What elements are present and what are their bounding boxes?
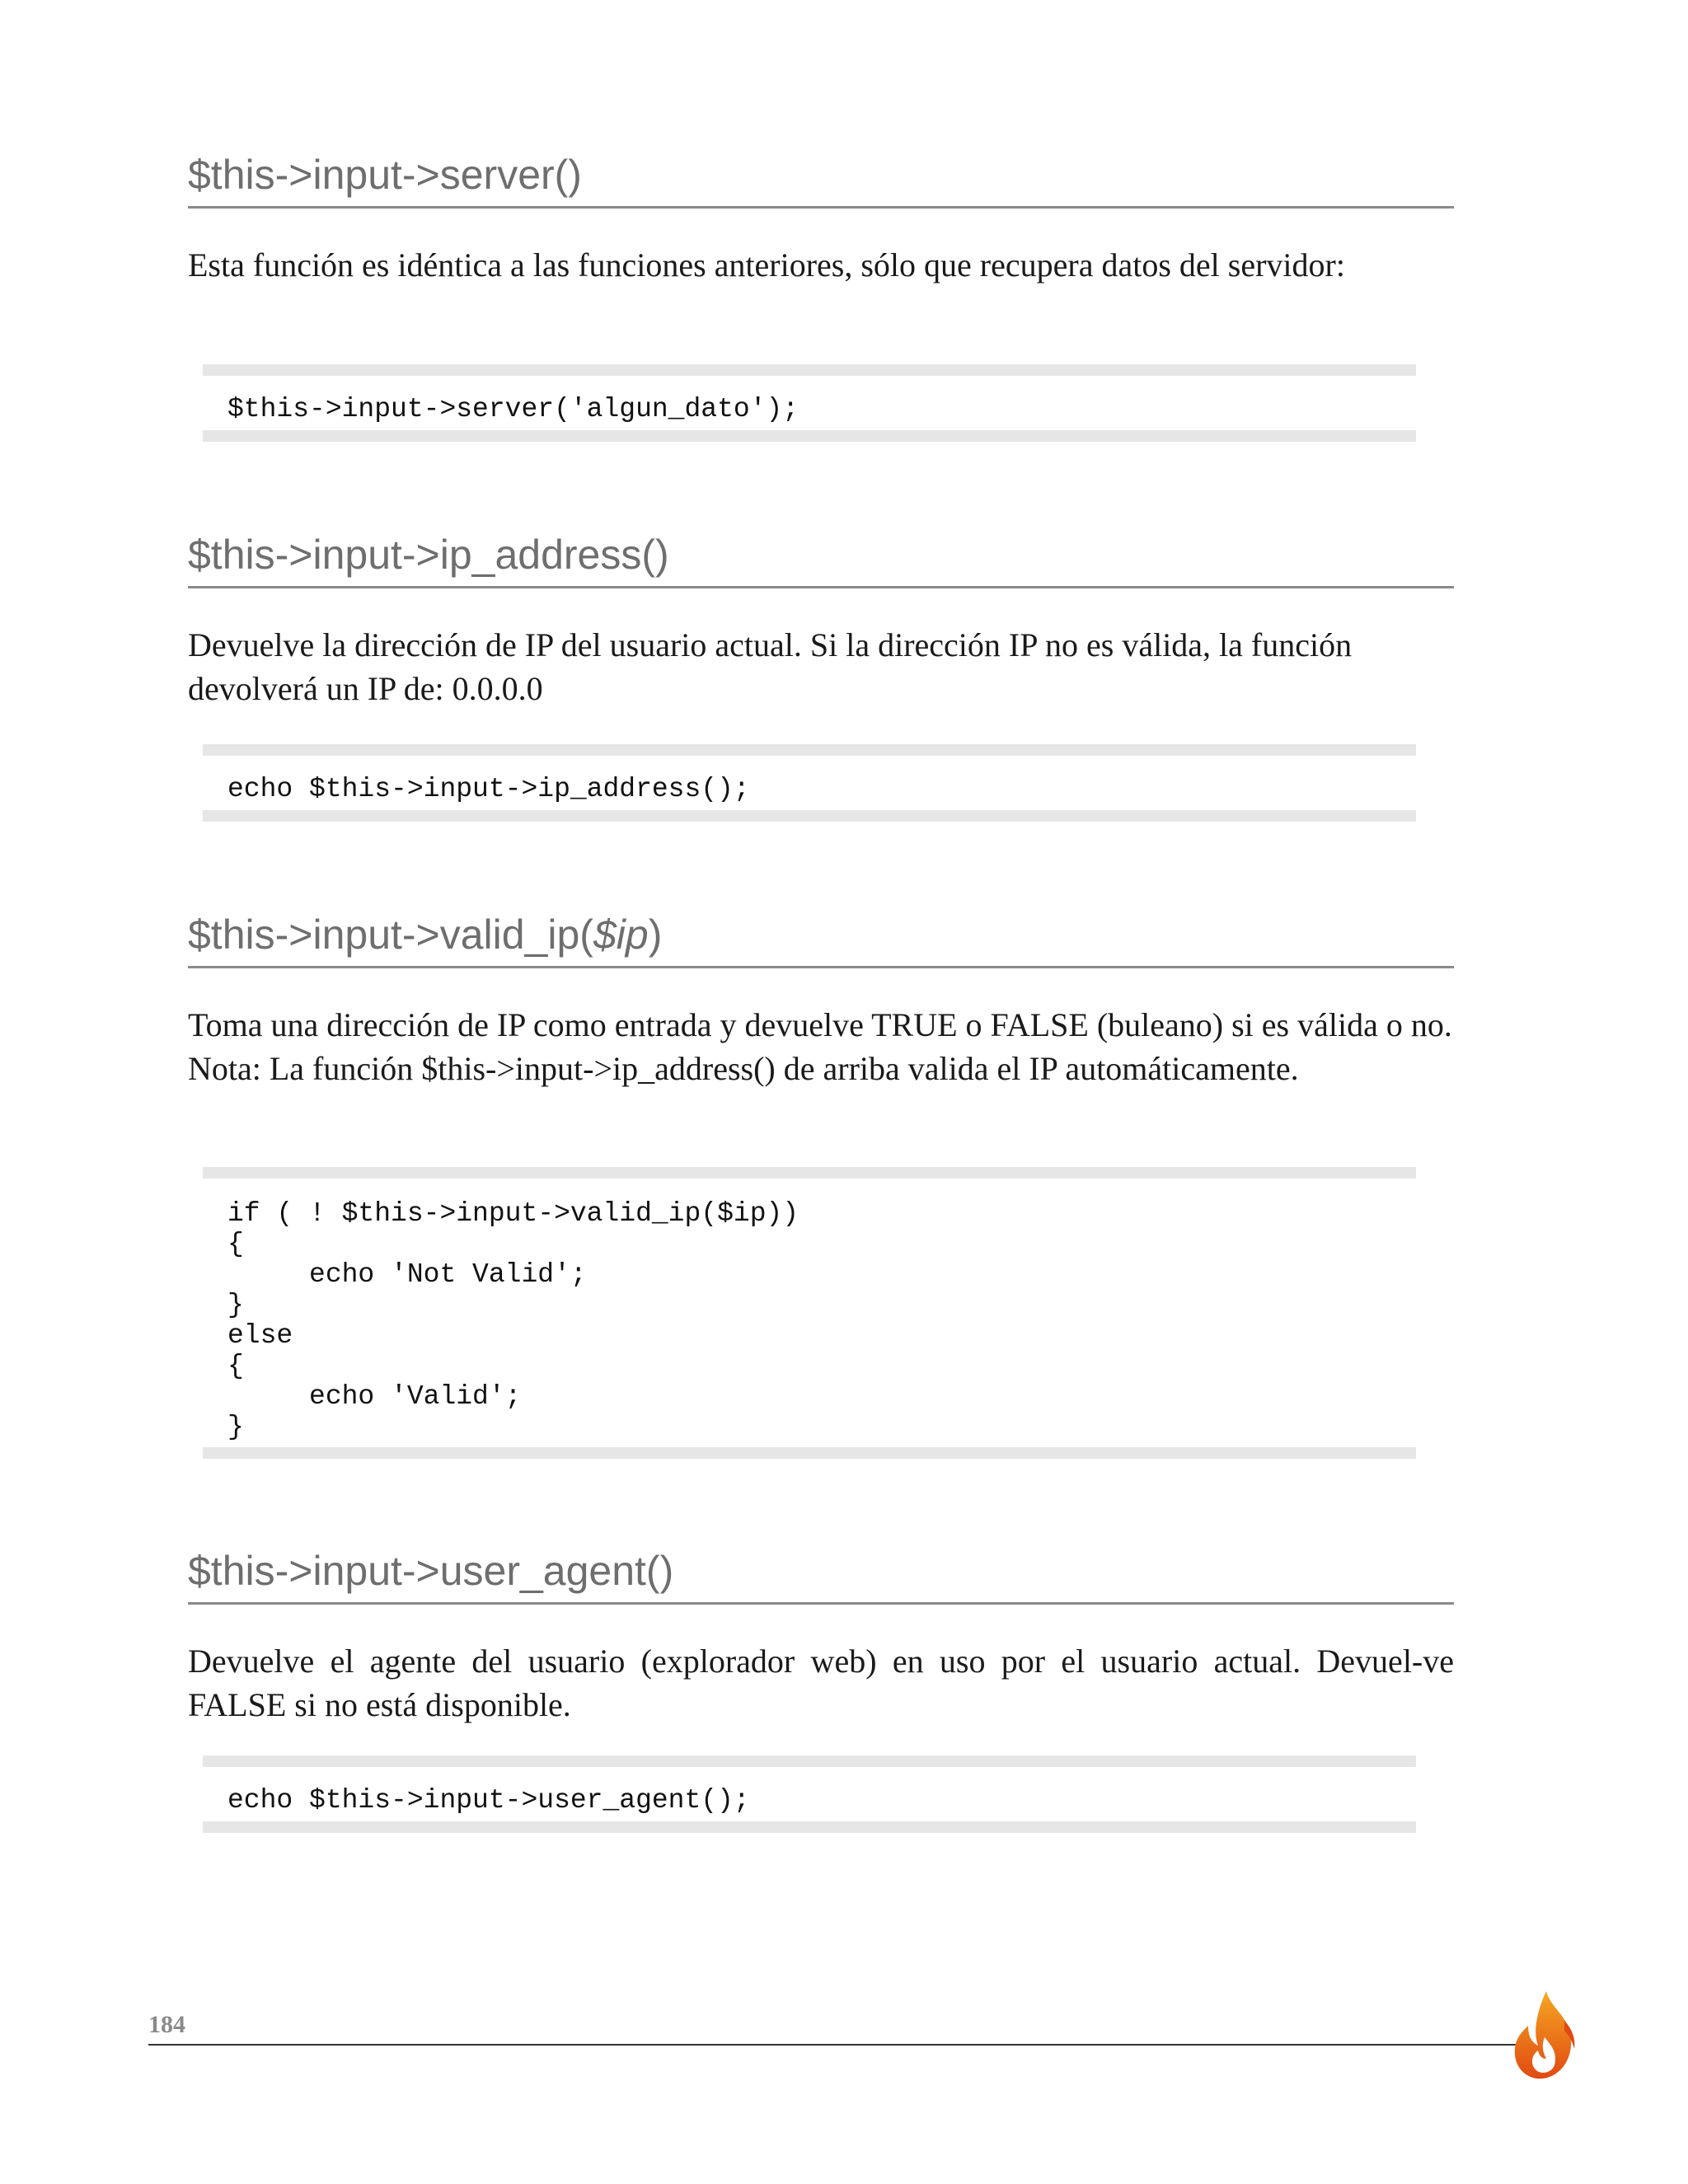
- code-block-ip-address: [188, 744, 1454, 822]
- section-heading: [188, 910, 1454, 968]
- section-heading: $this->input->server(): [188, 150, 1454, 209]
- code-block-user-agent: [188, 1755, 1454, 1833]
- section-valid-ip: [188, 910, 1454, 1090]
- code-block-server: [188, 364, 1454, 442]
- code-line: echo $this->input->ip_address();: [227, 774, 750, 804]
- code-line: }: [227, 1290, 244, 1320]
- code-line: if ( ! $this->input->valid_ip($ip)): [227, 1198, 799, 1229]
- section-paragraph: Devuelve la dirección de IP del usuario actual. Si la dirección IP no es válida, la función devolverá un IP de: 0.0.0.0: [188, 626, 1353, 707]
- heading-prefix: $this->input->valid_ip(: [188, 912, 593, 958]
- code-block-valid-ip: [188, 1167, 1454, 1459]
- section-ip-address: [188, 530, 1454, 710]
- section-paragraph: Toma una dirección de IP como entrada y devuelve TRUE o FALSE (buleano) si es válida o no. Nota: La función $this->input->ip_address() de arriba valida el IP automáticamente.: [188, 1006, 1452, 1087]
- section-paragraph: Esta función es idéntica a las funciones anteriores, sólo que recupera datos del servidor:: [188, 246, 1345, 284]
- heading-suffix: ): [648, 912, 663, 958]
- section-paragraph: Devuelve el agente del usuario (explorador web) en uso por el usuario actual. Devuel-ve FALSE si no está disponible.: [188, 1643, 1454, 1723]
- section-server: [188, 150, 1454, 287]
- section-heading: $this->input->user_agent(): [188, 1546, 1454, 1605]
- code-line: echo 'Not Valid';: [227, 1259, 587, 1290]
- code-line: echo $this->input->user_agent();: [227, 1785, 750, 1816]
- code-line: {: [227, 1229, 244, 1259]
- code-line: else: [227, 1320, 293, 1351]
- footer-rule: [148, 2044, 1517, 2046]
- page-number: 184: [148, 2011, 185, 2038]
- section-user-agent: [188, 1546, 1454, 1727]
- section-heading: $this->input->ip_address(): [188, 530, 1454, 588]
- codeigniter-flame-icon: [1503, 1988, 1586, 2087]
- code-line: $this->input->server('algun_dato');: [227, 394, 799, 424]
- code-line: echo 'Valid';: [227, 1381, 522, 1412]
- code-line: }: [227, 1412, 244, 1442]
- heading-param: $ip: [593, 912, 649, 958]
- code-line: {: [227, 1351, 244, 1381]
